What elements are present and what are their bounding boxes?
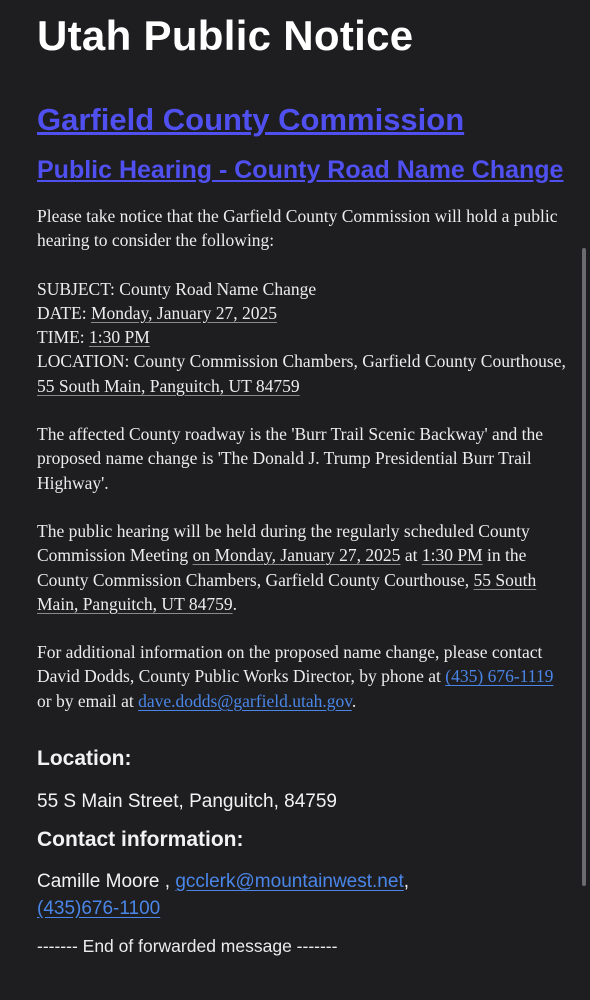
contact-separator: , bbox=[403, 871, 409, 893]
subject-line bbox=[37, 277, 567, 301]
hearing-text-3: in the County Commission Chambers, Garfield County Courthouse, bbox=[37, 545, 527, 590]
hearing-text-4: . bbox=[232, 593, 237, 614]
info-paragraph bbox=[37, 640, 567, 713]
phone-link[interactable]: (435) 676-1119 bbox=[445, 666, 554, 687]
hearing-address[interactable]: 55 South Main, Panguitch, UT 84759 bbox=[37, 569, 537, 614]
date-label: DATE: bbox=[37, 302, 91, 323]
hearing-date[interactable]: on Monday, January 27, 2025 bbox=[192, 545, 401, 566]
forwarded-message-footer: ------- End of forwarded message ------- bbox=[37, 936, 338, 957]
time-line bbox=[37, 325, 567, 349]
email-link[interactable]: dave.dodds@garfield.utah.gov bbox=[138, 690, 352, 711]
site-title: Utah Public Notice bbox=[37, 12, 414, 59]
contact-phone-link[interactable]: (435)676-1100 bbox=[37, 898, 161, 920]
date-line bbox=[37, 301, 567, 325]
location-label: LOCATION: bbox=[37, 351, 134, 372]
organization-link[interactable]: Garfield County Commission bbox=[37, 102, 465, 137]
contact-heading: Contact information: bbox=[37, 828, 244, 852]
info-text: For additional information on the proposed name change, please contact David Dodds, County Public Works Director, by phone at bbox=[37, 642, 543, 687]
notice-title-link[interactable]: Public Hearing - County Road Name Change bbox=[37, 156, 564, 184]
hearing-text: The public hearing will be held during the regularly scheduled County Commission Meeting bbox=[37, 520, 530, 566]
location-value: County Commission Chambers, Garfield County Courthouse, bbox=[133, 351, 566, 372]
contact-email-link[interactable]: gcclerk@mountainwest.net bbox=[175, 871, 404, 893]
location-address[interactable]: 55 South Main, Panguitch, UT 84759 bbox=[37, 375, 300, 396]
info-text-3: . bbox=[351, 690, 357, 711]
location-address: 55 S Main Street, Panguitch, 84759 bbox=[37, 791, 337, 813]
subject-label: SUBJECT: bbox=[37, 278, 120, 299]
location-heading: Location: bbox=[37, 747, 132, 771]
roadway-paragraph: The affected County roadway is the 'Burr Trail Scenic Backway' and the proposed name change is 'The Donald J. Trump Presidential Burr Trail Highway'. bbox=[37, 424, 544, 493]
notice-intro: Please take notice that the Garfield County Commission will hold a public hearing to consider the following: bbox=[37, 206, 558, 251]
hearing-paragraph bbox=[37, 519, 567, 616]
hearing-details bbox=[37, 277, 567, 398]
time-label: TIME: bbox=[37, 327, 90, 348]
contact-name: Camille Moore , bbox=[37, 871, 176, 893]
contact-details bbox=[37, 868, 567, 922]
vertical-scrollbar[interactable] bbox=[582, 248, 586, 886]
time-value[interactable]: 1:30 PM bbox=[89, 327, 150, 348]
location-line bbox=[37, 349, 567, 398]
notice-page bbox=[37, 0, 567, 957]
hearing-time[interactable]: 1:30 PM bbox=[421, 545, 483, 566]
info-text-2: or by email at bbox=[37, 690, 139, 711]
hearing-text-2: at bbox=[400, 545, 422, 566]
date-value[interactable]: Monday, January 27, 2025 bbox=[90, 302, 277, 323]
subject-value: County Road Name Change bbox=[119, 278, 317, 299]
